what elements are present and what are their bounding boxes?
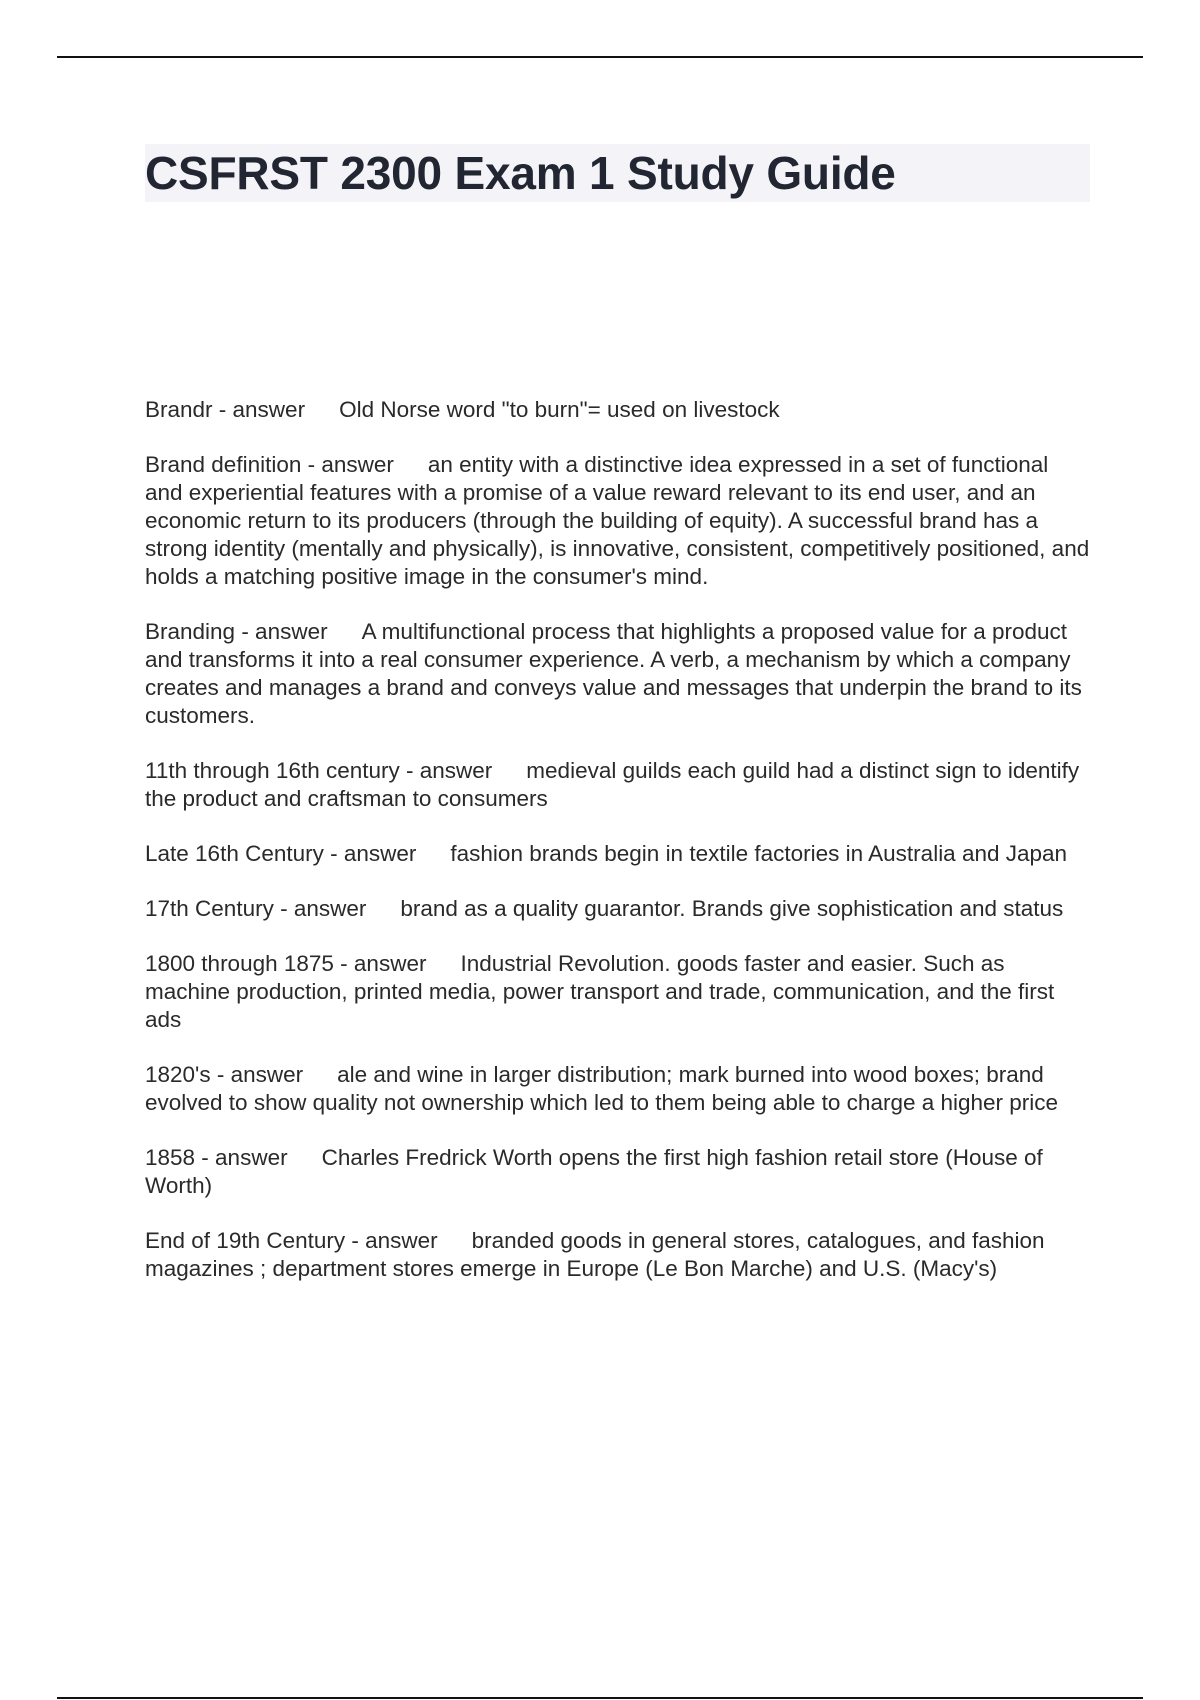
top-rule bbox=[57, 56, 1143, 58]
entry-definition: an entity with a distinctive idea expressed in a set of functional and experiential features with a promise of a value reward relevant to its end user, and an economic return to its producers (through the building of equity). A successful brand has a strong identity (mentally and physically), is innovative, consistent, competitively positioned, and holds a matching positive image in the consumer's mind. bbox=[145, 452, 1090, 589]
entry-definition: A multifunctional process that highlights a proposed value for a product and transforms it into a real consumer experience. A verb, a mechanism by which a company creates and manages a brand and conveys value and messages that underpin the brand to its customers. bbox=[145, 619, 1082, 728]
list-item bbox=[145, 451, 1090, 591]
entry-definition: Old Norse word "to burn"= used on livestock bbox=[339, 397, 780, 422]
entry-term: Brand definition - answer bbox=[145, 452, 394, 477]
entry-definition: medieval guilds each guild had a distinct sign to identify the product and craftsman to consumers bbox=[145, 758, 1080, 811]
list-item bbox=[145, 618, 1090, 730]
entry-term: 1858 - answer bbox=[145, 1145, 288, 1170]
entry-term: Late 16th Century - answer bbox=[145, 841, 417, 866]
list-item bbox=[145, 950, 1090, 1034]
entry-term: 11th through 16th century - answer bbox=[145, 758, 493, 783]
entry-definition: ale and wine in larger distribution; mark burned into wood boxes; brand evolved to show quality not ownership which led to them being able to charge a higher price bbox=[145, 1062, 1059, 1115]
entry-term: End of 19th Century - answer bbox=[145, 1228, 438, 1253]
entry-definition: brand as a quality guarantor. Brands give sophistication and status bbox=[400, 896, 1064, 921]
entry-term: 17th Century - answer bbox=[145, 896, 367, 921]
list-item bbox=[145, 840, 1090, 868]
list-item bbox=[145, 396, 1090, 424]
entry-definition: Charles Fredrick Worth opens the first high fashion retail store (House of Worth) bbox=[145, 1145, 1043, 1198]
entry-term: Branding - answer bbox=[145, 619, 328, 644]
entry-term: Brandr - answer bbox=[145, 397, 306, 422]
entry-list bbox=[145, 396, 1090, 1310]
list-item bbox=[145, 1144, 1090, 1200]
entry-definition: fashion brands begin in textile factories in Australia and Japan bbox=[450, 841, 1068, 866]
list-item bbox=[145, 895, 1090, 923]
list-item bbox=[145, 1061, 1090, 1117]
entry-definition: Industrial Revolution. goods faster and easier. Such as machine production, printed media, power transport and trade, communication, and the first ads bbox=[145, 951, 1055, 1032]
list-item bbox=[145, 757, 1090, 813]
entry-term: 1820's - answer bbox=[145, 1062, 304, 1087]
bottom-rule bbox=[57, 1697, 1143, 1699]
entry-definition: branded goods in general stores, catalogues, and fashion magazines ; department stores emerge in Europe (Le Bon Marche) and U.S. (Macy's) bbox=[145, 1228, 1045, 1281]
list-item bbox=[145, 1227, 1090, 1283]
page-title: CSFRST 2300 Exam 1 Study Guide bbox=[145, 144, 1090, 202]
entry-term: 1800 through 1875 - answer bbox=[145, 951, 427, 976]
